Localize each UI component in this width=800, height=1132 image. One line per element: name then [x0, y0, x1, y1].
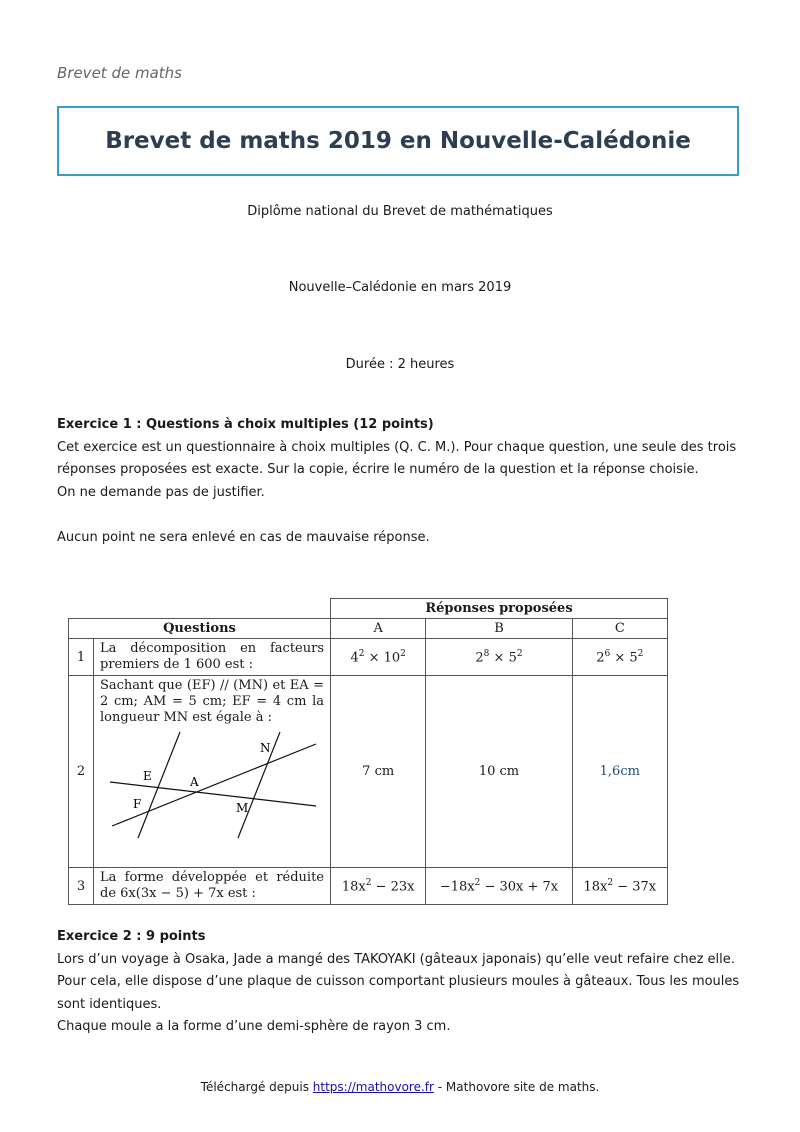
geometry-figure — [100, 726, 320, 848]
question-text: La décomposition en facteurs premiers de 1 600 est : — [94, 639, 331, 676]
question-number: 2 — [69, 676, 94, 868]
header-col-c: C — [572, 619, 667, 639]
label-e: E — [143, 769, 152, 783]
label-n: N — [260, 741, 271, 755]
answer-c: 1,6cm — [572, 676, 667, 868]
question-number: 1 — [69, 639, 94, 676]
label-a: A — [190, 775, 199, 789]
table-row — [69, 676, 668, 868]
question-text: La forme développée et réduite de 6x(3x − 5) + 7x est : — [94, 868, 331, 905]
table-row — [69, 639, 668, 676]
answer-b: $-18x^2 - 30x + 7x$ — [426, 868, 572, 905]
answer-c: $18x^2 - 37x$ — [572, 868, 667, 905]
page-title: Brevet de maths 2019 en Nouvelle-Calédonie — [105, 128, 691, 154]
header-text: Brevet de maths — [57, 64, 182, 82]
table-row — [69, 868, 668, 905]
answer-a: 7 cm — [331, 676, 426, 868]
question-number: 3 — [69, 868, 94, 905]
answer-a: $18x^2 - 23x$ — [331, 868, 426, 905]
exercise2-section — [57, 926, 747, 1039]
qcm-table — [68, 598, 668, 905]
header-col-b: B — [426, 619, 572, 639]
line-mn — [238, 732, 280, 838]
answer-b: $2^8 \times 5^2$ — [426, 639, 572, 676]
exercise1-section — [57, 414, 747, 549]
question-text-with-figure — [94, 676, 331, 868]
footer-prefix: Téléchargé depuis — [200, 1080, 313, 1094]
footer-suffix: - Mathovore site de maths. — [433, 1080, 600, 1094]
line-ef — [138, 732, 180, 838]
header-questions: Questions — [69, 619, 331, 639]
subtitle-diploma: Diplôme national du Brevet de mathématiques — [247, 204, 553, 219]
answer-c: $2^6 \times 5^2$ — [572, 639, 667, 676]
title-box — [57, 106, 739, 176]
label-m: M — [236, 801, 249, 815]
question-text: Sachant que (EF) // (MN) et EA = 2 cm; AM = 5 cm; EF = 4 cm la longueur MN est égale à : — [100, 678, 324, 725]
subtitle-location: Nouvelle–Calédonie en mars 2019 — [288, 280, 512, 295]
exercise2-heading: Exercice 2 : 9 points — [57, 929, 206, 944]
answer-b: 10 cm — [426, 676, 572, 868]
answer-a: $4^2 \times 10^2$ — [331, 639, 426, 676]
exercise2-paragraph: Lors d’un voyage à Osaka, Jade a mangé des TAKOYAKI (gâteaux japonais) qu’elle veut refaire chez elle. Pour cela, elle dispose d’une plaque de cuisson comportant plusieurs moules à gâteaux. Tous les moules sont identiques. — [57, 951, 740, 1012]
header-col-a: A — [331, 619, 426, 639]
exercise2-paragraph-2: Chaque moule a la forme d’une demi-sphère de rayon 3 cm. — [57, 1019, 451, 1034]
footer-link[interactable]: https://mathovore.fr — [312, 1080, 434, 1094]
exercise1-heading: Exercice 1 : Questions à choix multiples (12 points) — [57, 417, 434, 432]
label-f: F — [133, 797, 142, 811]
footer — [0, 1080, 800, 1094]
subtitle-duration: Durée : 2 heures — [345, 357, 455, 372]
exercise1-no-penalty: Aucun point ne sera enlevé en cas de mauvaise réponse. — [57, 529, 430, 545]
exercise1-intro: Cet exercice est un questionnaire à choix multiples (Q. C. M.). Pour chaque question, une seule des trois réponses proposées est exacte. Sur la copie, écrire le numéro de la question et la réponse choisie. — [57, 439, 737, 477]
line-fn — [112, 744, 316, 826]
exercise1-no-justify: On ne demande pas de justifier. — [57, 484, 265, 500]
header-answers: Réponses proposées — [331, 599, 668, 619]
